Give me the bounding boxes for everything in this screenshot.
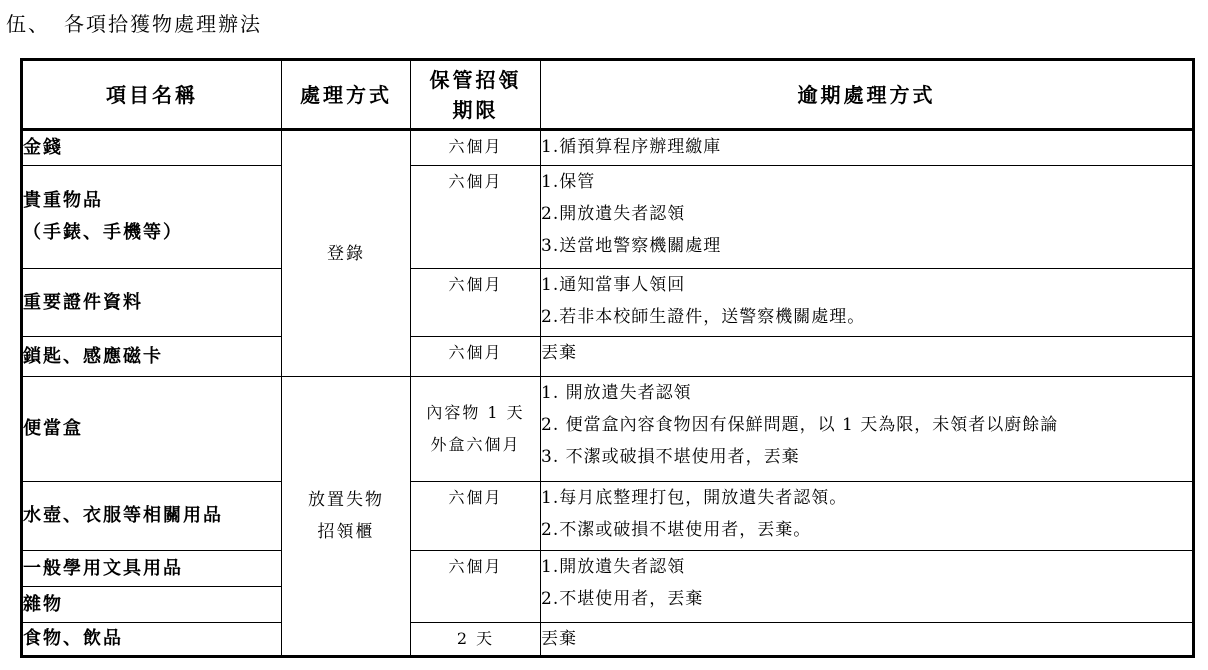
item-name-cell: 金錢 <box>22 130 282 166</box>
section-number: 伍、 <box>6 12 50 36</box>
table-row <box>22 166 1194 269</box>
method-cell <box>282 377 411 657</box>
item-name-cell: 雜物 <box>22 587 282 623</box>
table-row <box>22 337 1194 377</box>
period-cell <box>411 377 541 482</box>
table-row <box>22 482 1194 551</box>
header-item-name: 項目名稱 <box>22 60 282 130</box>
item-name-line1: 貴重物品 <box>23 190 103 211</box>
overdue-cell <box>541 377 1194 482</box>
overdue-action: 2.若非本校師生證件，送警察機關處理。 <box>541 307 866 327</box>
overdue-action: 1.開放遺失者認領 <box>541 557 686 577</box>
period-line1: 內容物 1 天 <box>426 403 525 422</box>
overdue-action: 1. 開放遺失者認領 <box>541 383 692 403</box>
overdue-action: 2.不堪使用者，丟棄 <box>541 589 704 609</box>
overdue-action: 2.開放遺失者認領 <box>541 204 686 224</box>
table-row <box>22 623 1194 657</box>
table-row <box>22 377 1194 482</box>
section-heading <box>6 6 262 42</box>
overdue-action: 1.循預算程序辦理繳庫 <box>541 137 722 157</box>
item-name-cell: 一般學用文具用品 <box>22 551 282 587</box>
table-row <box>22 551 1194 587</box>
overdue-action: 1.保管 <box>541 172 596 192</box>
method-line2: 招領櫃 <box>317 522 375 542</box>
header-method: 處理方式 <box>282 60 411 130</box>
item-name-line2: （手錶、手機等） <box>23 222 183 243</box>
item-name-cell: 食物、飲品 <box>22 623 282 657</box>
period-cell: 六個月 <box>411 337 541 377</box>
period-cell: 六個月 <box>411 482 541 551</box>
table-row <box>22 130 1194 166</box>
method-line1: 放置失物 <box>308 490 384 510</box>
method-cell: 登錄 <box>282 130 411 377</box>
header-overdue: 逾期處理方式 <box>541 60 1194 130</box>
header-period-line1: 保管招領 <box>429 67 522 92</box>
overdue-cell <box>541 337 1194 377</box>
item-name-cell: 重要證件資料 <box>22 269 282 337</box>
overdue-cell <box>541 269 1194 337</box>
item-name-cell <box>22 166 282 269</box>
item-name-cell: 鎖匙、感應磁卡 <box>22 337 282 377</box>
overdue-action: 1.每月底整理打包，開放遺失者認領。 <box>541 488 848 508</box>
period-cell: 六個月 <box>411 551 541 623</box>
lost-items-table <box>20 58 1195 658</box>
period-cell: 六個月 <box>411 269 541 337</box>
item-name-cell: 便當盒 <box>22 377 282 482</box>
overdue-action: 1.通知當事人領回 <box>541 275 686 295</box>
period-cell: 六個月 <box>411 130 541 166</box>
overdue-cell <box>541 482 1194 551</box>
period-line2: 外盒六個月 <box>430 435 521 454</box>
overdue-action: 3.送當地警察機關處理 <box>541 236 722 256</box>
overdue-cell <box>541 623 1194 657</box>
overdue-action: 2.不潔或破損不堪使用者，丟棄。 <box>541 520 812 540</box>
section-title: 各項拾獲物處理辦法 <box>64 12 262 36</box>
overdue-action: 3. 不潔或破損不堪使用者，丟棄 <box>541 447 800 467</box>
header-row <box>22 60 1194 130</box>
overdue-cell <box>541 130 1194 166</box>
overdue-action: 丟棄 <box>541 343 577 363</box>
header-period-line2: 期限 <box>452 97 499 122</box>
overdue-cell <box>541 551 1194 623</box>
overdue-cell <box>541 166 1194 269</box>
table-row <box>22 269 1194 337</box>
period-cell: 六個月 <box>411 166 541 269</box>
overdue-action: 2. 便當盒內容食物因有保鮮問題，以 1 天為限，未領者以廚餘論 <box>541 415 1059 435</box>
item-name-cell: 水壺、衣服等相關用品 <box>22 482 282 551</box>
header-period <box>411 60 541 130</box>
overdue-action: 丟棄 <box>541 629 577 649</box>
period-cell: 2 天 <box>411 623 541 657</box>
